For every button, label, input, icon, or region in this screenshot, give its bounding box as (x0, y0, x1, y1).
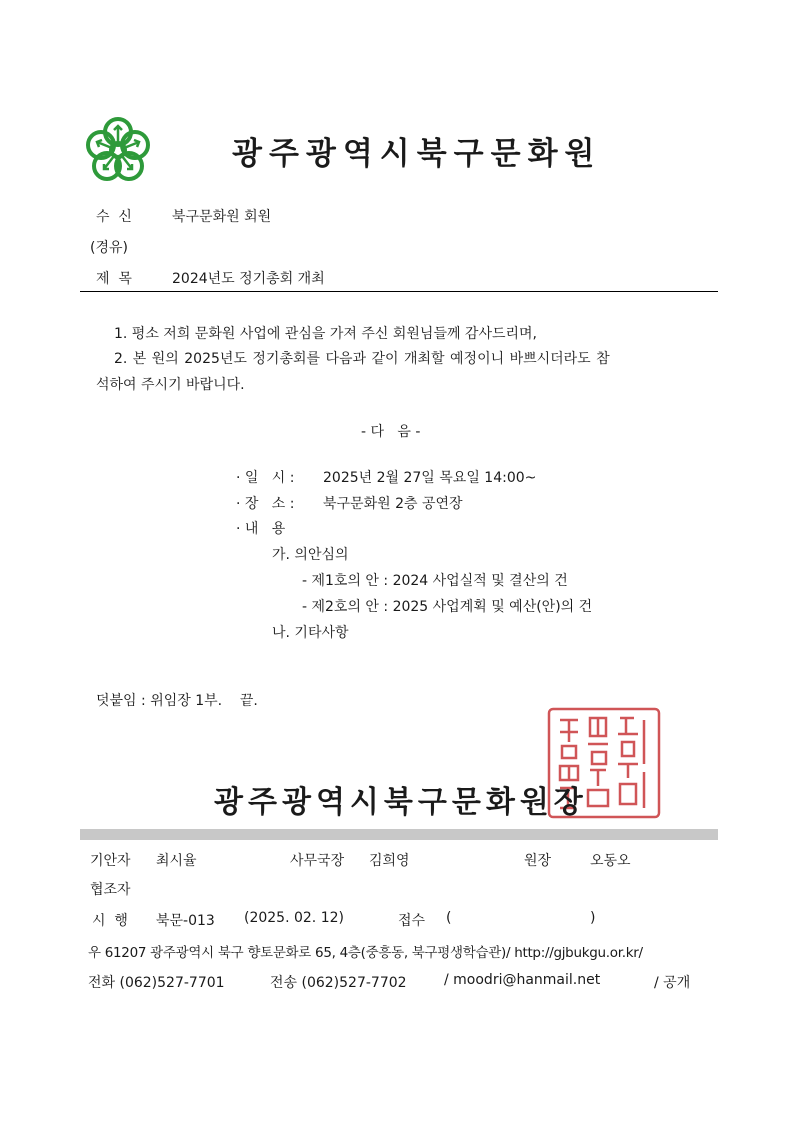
exec-date: (2025. 02. 12) (244, 910, 344, 926)
footer-divider (80, 829, 718, 840)
director-name: 오동오 (590, 853, 631, 869)
disclosure-status: / 공개 (654, 975, 691, 991)
exec-label: 시 행 (92, 913, 128, 929)
flower-emblem-icon (84, 116, 152, 184)
attachment-note: 덧붙임 : 위임장 1부. 끝. (96, 693, 258, 709)
place-value: 북구문화원 2층 공연장 (323, 496, 463, 512)
date-value: 2025년 2월 27일 목요일 14:00~ (323, 470, 537, 486)
subject-value: 2024년도 정기총회 개최 (172, 271, 325, 287)
org-title: 광주광역시북구문화원 (232, 136, 602, 172)
address-line: 우 61207 광주광역시 북구 향토문화로 65, 4층(중흥동, 북구평생학습관)/ http://gjbukgu.or.kr/ (88, 945, 643, 961)
cooperator-label: 협조자 (90, 882, 131, 898)
recipient-value: 북구문화원 회원 (172, 209, 272, 225)
phone-number: 전화 (062)527-7701 (88, 975, 225, 991)
agenda-item-1: - 제1호의 안 : 2024 사업실적 및 결산의 건 (302, 573, 568, 589)
secretary-name: 김희영 (369, 853, 410, 869)
subject-label: 제 목 (96, 271, 132, 287)
agenda-item-2: - 제2호의 안 : 2025 사업계획 및 예산(안)의 건 (302, 599, 593, 615)
paragraph-1: 1. 평소 저희 문화원 사업에 관심을 가져 주신 회원님들께 감사드리며, (114, 326, 538, 342)
receipt-label: 접수 (398, 913, 426, 929)
header-divider (80, 291, 718, 292)
email-link[interactable]: / moodri@hanmail.net (444, 972, 601, 988)
recipient-label: 수 신 (96, 209, 132, 225)
exec-number: 북문-013 (156, 913, 215, 929)
item-na: 나. 기타사항 (272, 625, 349, 641)
paragraph-2-line-2: 석하여 주시기 바랍니다. (96, 377, 245, 393)
paragraph-2-line-1: 2. 본 원의 2025년도 정기총회를 다음과 같이 개최할 예정이니 바쁘시더라도 참 (114, 351, 610, 367)
secretary-label: 사무국장 (290, 853, 345, 869)
signer-title: 광주광역시북구문화원장 (214, 785, 588, 820)
section-heading: - 다 음 - (361, 424, 421, 440)
date-label: · 일 시 : (236, 470, 295, 486)
receipt-open: ( (446, 910, 452, 926)
director-label: 원장 (524, 853, 552, 869)
item-ga: 가. 의안심의 (272, 547, 349, 563)
drafter-name: 최시율 (156, 853, 197, 869)
content-label: · 내 용 (236, 521, 286, 537)
fax-number: 전송 (062)527-7702 (270, 975, 407, 991)
via-label: (경유) (90, 240, 128, 256)
drafter-label: 기안자 (90, 853, 131, 869)
place-label: · 장 소 : (236, 496, 295, 512)
receipt-close: ) (590, 910, 596, 926)
